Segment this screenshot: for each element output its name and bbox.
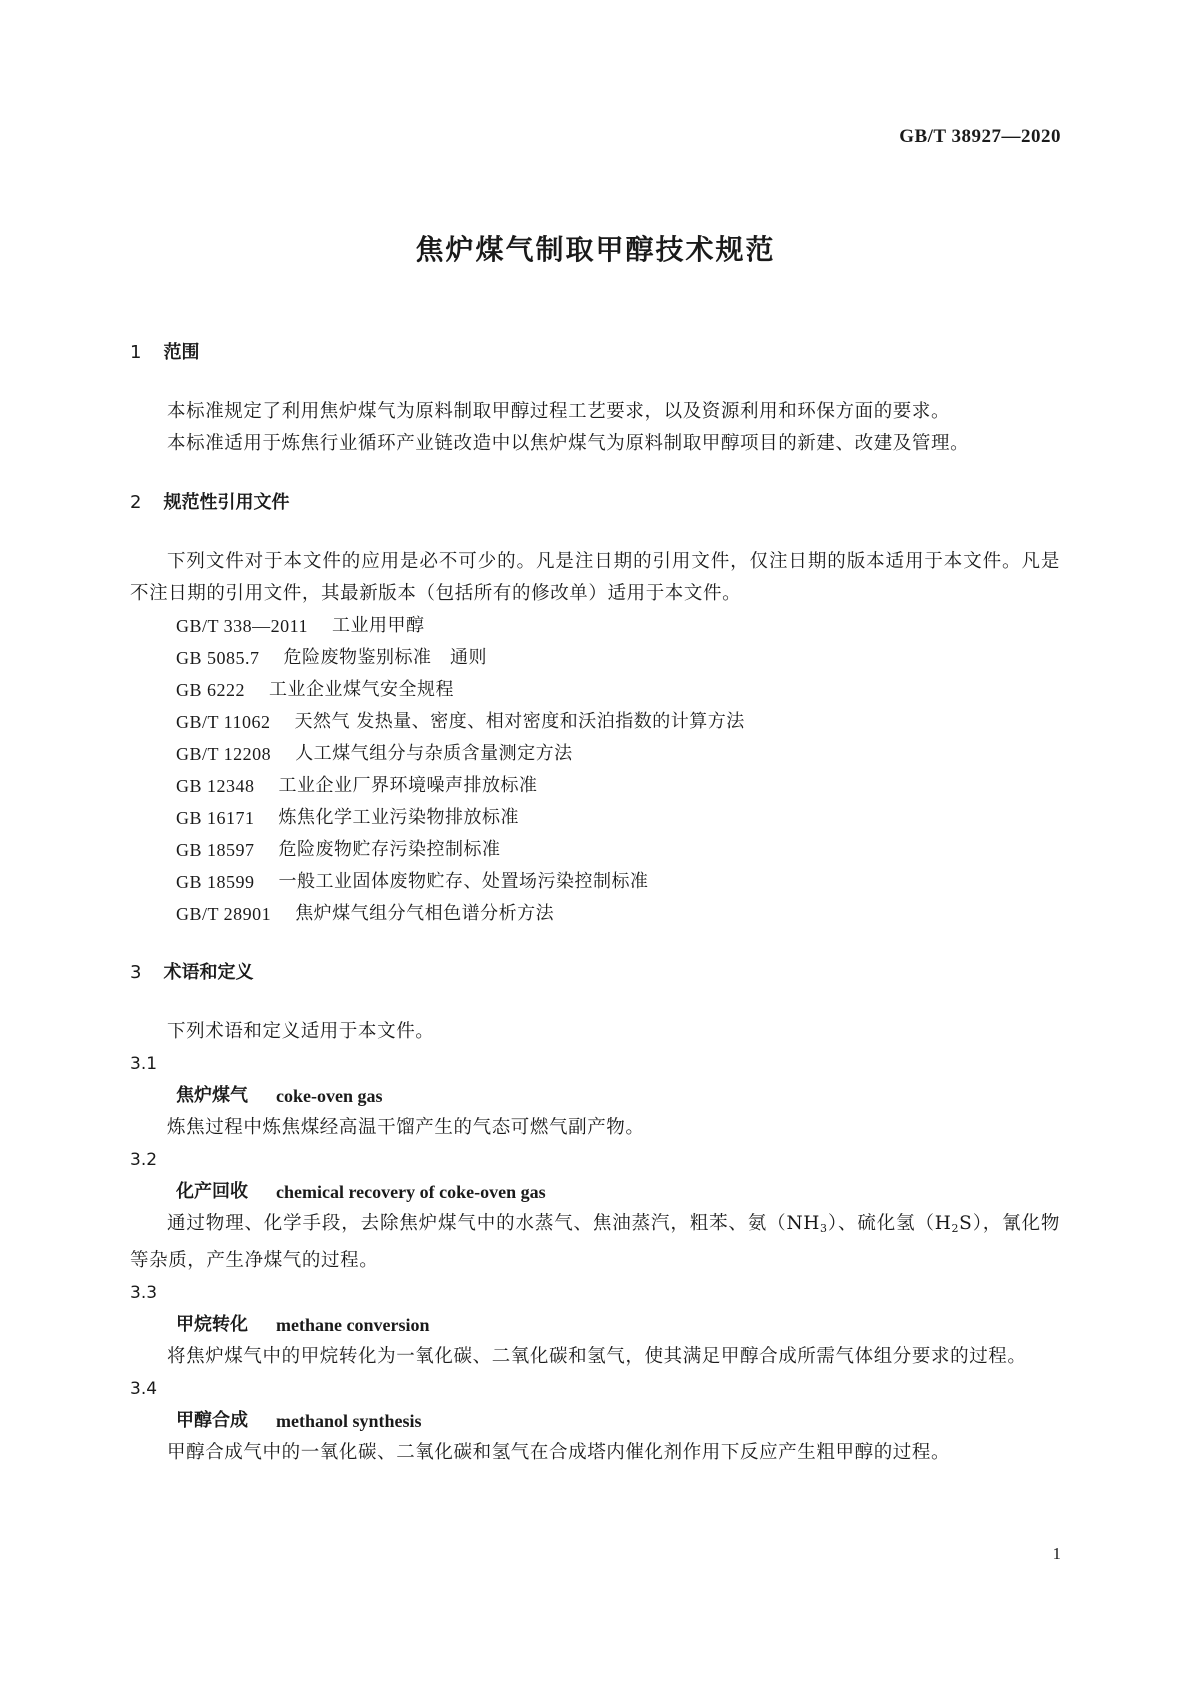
term-number: 3.2 xyxy=(130,1150,158,1170)
term-chinese: 焦炉煤气 xyxy=(176,1085,248,1106)
term-english: methanol synthesis xyxy=(276,1411,422,1431)
paragraph: 下列文件对于本文件的应用是必不可少的。凡是注日期的引用文件，仅注日期的版本适用于本文件。凡是不注日期的引用文件，其最新版本（包括所有的修改单）适用于本文件。 xyxy=(130,551,1060,604)
reference-code: GB 16171 xyxy=(176,808,255,828)
reference-item xyxy=(130,738,1060,770)
paragraph: 下列术语和定义适用于本文件。 xyxy=(167,1021,435,1042)
term-chinese: 甲醇合成 xyxy=(176,1410,248,1431)
page-number: 1 xyxy=(1052,1544,1061,1563)
reference-name: 一般工业固体废物贮存、处置场污染控制标准 xyxy=(278,871,649,892)
paragraph: 本标准适用于炼焦行业循环产业链改造中以焦炉煤气为原料制取甲醇项目的新建、改建及管理。 xyxy=(167,433,970,454)
reference-code: GB 5085.7 xyxy=(176,648,260,668)
reference-code: GB 6222 xyxy=(176,680,246,700)
term-heading xyxy=(130,1405,1060,1437)
standard-code: GB/T 38927—2020 xyxy=(899,126,1061,147)
reference-code: GB 12348 xyxy=(176,776,255,796)
term-chinese: 化产回收 xyxy=(176,1181,248,1202)
reference-name: 炼焦化学工业污染物排放标准 xyxy=(278,807,520,828)
section-1-heading xyxy=(130,340,1060,366)
term-number: 3.1 xyxy=(130,1054,158,1074)
document-body xyxy=(130,340,1060,1469)
section-2-heading xyxy=(130,490,1060,516)
reference-name: 工业企业厂界环境噪声排放标准 xyxy=(278,775,538,796)
term-number: 3.3 xyxy=(130,1283,158,1303)
reference-name: 工业企业煤气安全规程 xyxy=(269,679,455,700)
reference-item xyxy=(130,834,1060,866)
term-english: methane conversion xyxy=(276,1315,430,1335)
reference-item xyxy=(130,898,1060,930)
section-title: 范围 xyxy=(163,342,200,363)
term-definition: 甲醇合成气中的一氧化碳、二氧化碳和氢气在合成塔内催化剂作用下反应产生粗甲醇的过程。 xyxy=(167,1442,951,1463)
reference-code: GB 18597 xyxy=(176,840,255,860)
term-chinese: 甲烷转化 xyxy=(176,1314,248,1335)
term-definition: 炼焦过程中炼焦煤经高温干馏产生的气态可燃气副产物。 xyxy=(167,1117,645,1138)
section-3-heading xyxy=(130,960,1060,986)
reference-name: 焦炉煤气组分气相色谱分析方法 xyxy=(295,903,555,924)
reference-item xyxy=(130,802,1060,834)
reference-code: GB/T 338—2011 xyxy=(176,616,309,636)
paragraph: 本标准规定了利用焦炉煤气为原料制取甲醇过程工艺要求，以及资源利用和环保方面的要求。 xyxy=(167,401,951,422)
term-definition: 将焦炉煤气中的甲烷转化为一氧化碳、二氧化碳和氢气，使其满足甲醇合成所需气体组分要求的过程。 xyxy=(167,1346,1027,1367)
reference-name: 人工煤气组分与杂质含量测定方法 xyxy=(295,743,573,764)
section-number: 3 xyxy=(130,962,142,983)
reference-item xyxy=(130,642,1060,674)
reference-item xyxy=(130,866,1060,898)
term-definition: 通过物理、化学手段，去除焦炉煤气中的水蒸气、焦油蒸汽，粗苯、氨$(NH_3)$、硫化氢$(H_2S)$，氰化物等杂质，产生净煤气的过程。 xyxy=(130,1213,1060,1271)
term-heading xyxy=(130,1176,1060,1208)
reference-name: 工业用甲醇 xyxy=(332,615,425,636)
section-number: 1 xyxy=(130,342,142,363)
reference-item xyxy=(130,770,1060,802)
section-title: 术语和定义 xyxy=(163,962,254,983)
reference-item xyxy=(130,706,1060,738)
reference-name: 危险废物贮存污染控制标准 xyxy=(278,839,501,860)
term-number: 3.4 xyxy=(130,1379,158,1399)
document-title: 焦炉煤气制取甲醇技术规范 xyxy=(415,233,776,266)
reference-item xyxy=(130,674,1060,706)
term-heading xyxy=(130,1309,1060,1341)
reference-item xyxy=(130,610,1060,642)
term-heading xyxy=(130,1080,1060,1112)
section-number: 2 xyxy=(130,492,142,513)
reference-code: GB 18599 xyxy=(176,872,255,892)
section-title: 规范性引用文件 xyxy=(163,492,290,513)
reference-name: 危险废物鉴别标准 通则 xyxy=(283,647,488,668)
reference-code: GB/T 28901 xyxy=(176,904,272,924)
term-english: chemical recovery of coke-oven gas xyxy=(276,1182,546,1202)
reference-name: 天然气 发热量、密度、相对密度和沃泊指数的计算方法 xyxy=(294,711,745,732)
term-english: coke-oven gas xyxy=(276,1086,383,1106)
reference-code: GB/T 12208 xyxy=(176,744,272,764)
reference-code: GB/T 11062 xyxy=(176,712,271,732)
